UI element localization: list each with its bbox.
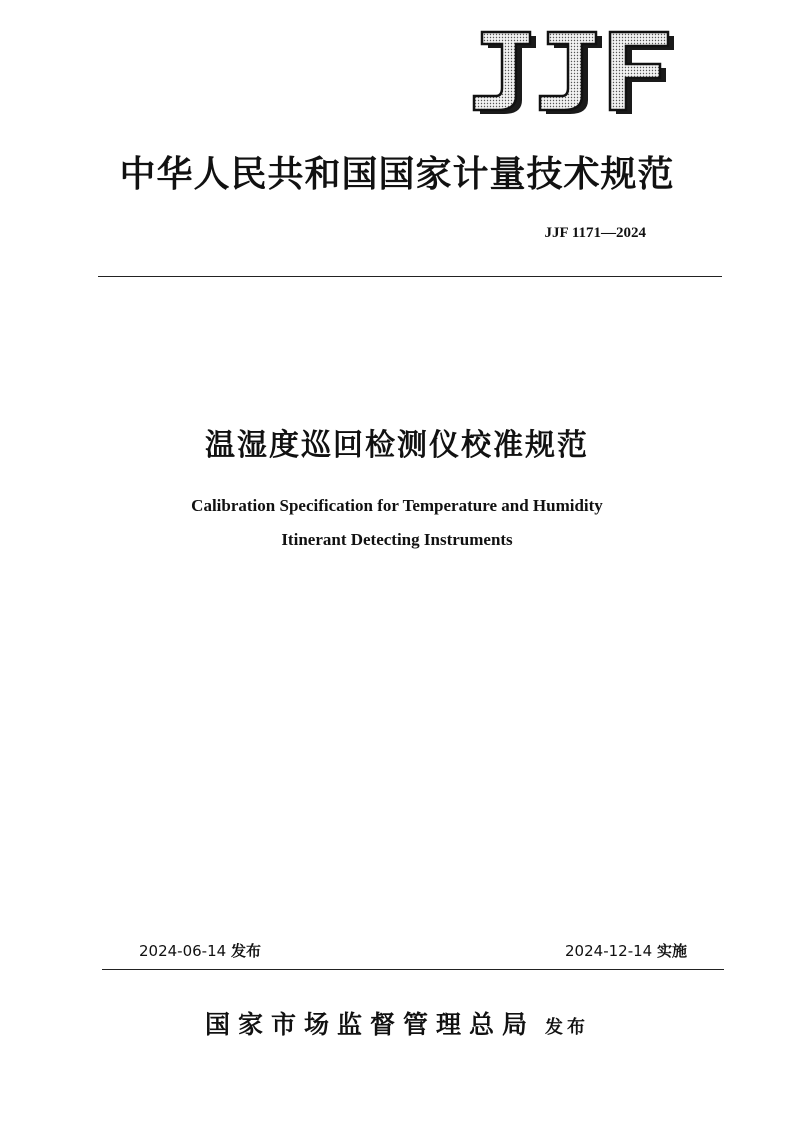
document-title-english-line2: Itinerant Detecting Instruments xyxy=(281,530,513,549)
header-divider xyxy=(98,276,722,277)
issuer xyxy=(0,1005,794,1041)
issuer-action: 发布 xyxy=(545,1017,589,1038)
logo-letter-f xyxy=(610,32,668,110)
issue-date-label: 发布 xyxy=(230,942,261,960)
standard-number: JJF 1171—2024 xyxy=(544,225,646,241)
document-title-english-line1: Calibration Specification for Temperature and Humidity xyxy=(191,496,603,515)
implementation-date-value: 2024-12-14 xyxy=(565,942,653,960)
standard-category-title: 中华人民共和国国家计量技术规范 xyxy=(119,154,675,195)
jjf-logo xyxy=(468,30,678,116)
implementation-date-label: 实施 xyxy=(656,942,687,960)
document-title-chinese: 温湿度巡回检测仪校准规范 xyxy=(205,428,589,463)
issue-date xyxy=(139,940,261,961)
issuer-organization: 国家市场监督管理总局 xyxy=(204,1010,535,1039)
footer-divider xyxy=(102,969,724,970)
implementation-date xyxy=(565,940,687,961)
issue-date-value: 2024-06-14 xyxy=(139,942,227,960)
